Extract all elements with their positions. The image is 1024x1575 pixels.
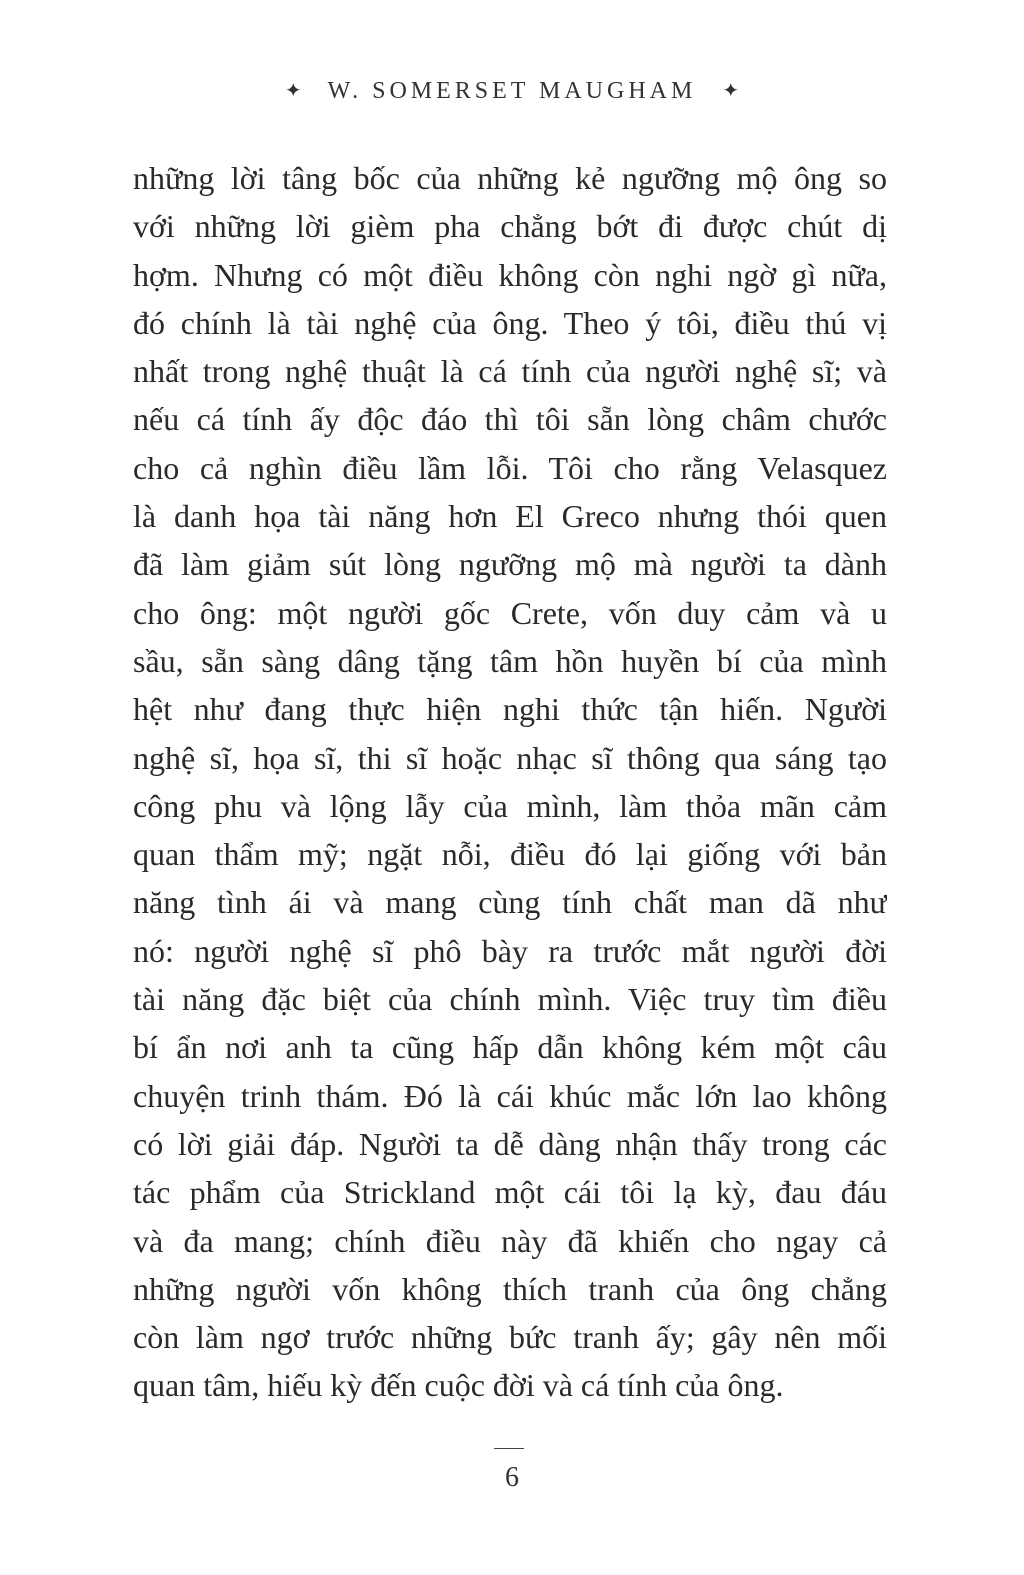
text-line: nếu cá tính ấy độc đáo thì tôi sẵn lòng châm chước: [133, 401, 887, 438]
ornament-left-icon: ✦: [284, 80, 302, 102]
text-line: tài năng đặc biệt của chính mình. Việc truy tìm điều: [133, 981, 887, 1018]
ornament-right-icon: ✦: [722, 80, 740, 102]
folio-rule: [494, 1448, 524, 1449]
text-line: nó: người nghệ sĩ phô bày ra trước mắt người đời: [133, 932, 887, 969]
text-line: có lời giải đáp. Người ta dễ dàng nhận thấy trong các: [133, 1125, 887, 1162]
text-line: bí ẩn nơi anh ta cũng hấp dẫn không kém một câu: [133, 1029, 887, 1066]
text-line: quan tâm, hiếu kỳ đến cuộc đời và cá tính của ông.: [133, 1367, 784, 1404]
text-line: là danh họa tài năng hơn El Greco nhưng thói quen: [133, 498, 887, 535]
text-line: đã làm giảm sút lòng ngưỡng mộ mà người ta dành: [133, 546, 887, 583]
text-line: sầu, sẵn sàng dâng tặng tâm hồn huyền bí của mình: [133, 642, 887, 679]
text-line: công phu và lộng lẫy của mình, làm thỏa mãn cảm: [133, 787, 887, 824]
text-line: đó chính là tài nghệ của ông. Theo ý tôi, điều thú vị: [133, 304, 887, 341]
running-head: [0, 78, 1024, 105]
text-line: nhất trong nghệ thuật là cá tính của người nghệ sĩ; và: [133, 353, 887, 390]
text-line: quan thẩm mỹ; ngặt nỗi, điều đó lại giống với bản: [133, 836, 887, 873]
text-line: với những lời gièm pha chẳng bớt đi được chút dị: [133, 208, 887, 245]
body-text: [133, 154, 887, 1410]
page-number: 6: [505, 1462, 519, 1493]
text-line: hệt như đang thực hiện nghi thức tận hiến. Người: [133, 691, 887, 728]
text-line: còn làm ngơ trước những bức tranh ấy; gây nên mối: [133, 1319, 887, 1356]
text-line: những người vốn không thích tranh của ông chẳng: [133, 1270, 887, 1307]
text-line: năng tình ái và mang cùng tính chất man dã như: [133, 884, 887, 921]
text-line: tác phẩm của Strickland một cái tôi lạ kỳ, đau đáu: [133, 1174, 887, 1211]
text-line: những lời tâng bốc của những kẻ ngưỡng mộ ông so: [133, 160, 887, 196]
text-line: cho ông: một người gốc Crete, vốn duy cảm và u: [133, 594, 887, 631]
text-line: nghệ sĩ, họa sĩ, thi sĩ hoặc nhạc sĩ thông qua sáng tạo: [133, 739, 887, 776]
text-line: chuyện trinh thám. Đó là cái khúc mắc lớn lao không: [133, 1077, 887, 1114]
text-line: hợm. Nhưng có một điều không còn nghi ngờ gì nữa,: [133, 256, 887, 293]
text-line: cho cả nghìn điều lầm lỗi. Tôi cho rằng Velasquez: [133, 449, 887, 486]
text-line: và đa mang; chính điều này đã khiến cho ngay cả: [133, 1222, 887, 1259]
author-name: W. SOMERSET MAUGHAM: [327, 78, 697, 104]
